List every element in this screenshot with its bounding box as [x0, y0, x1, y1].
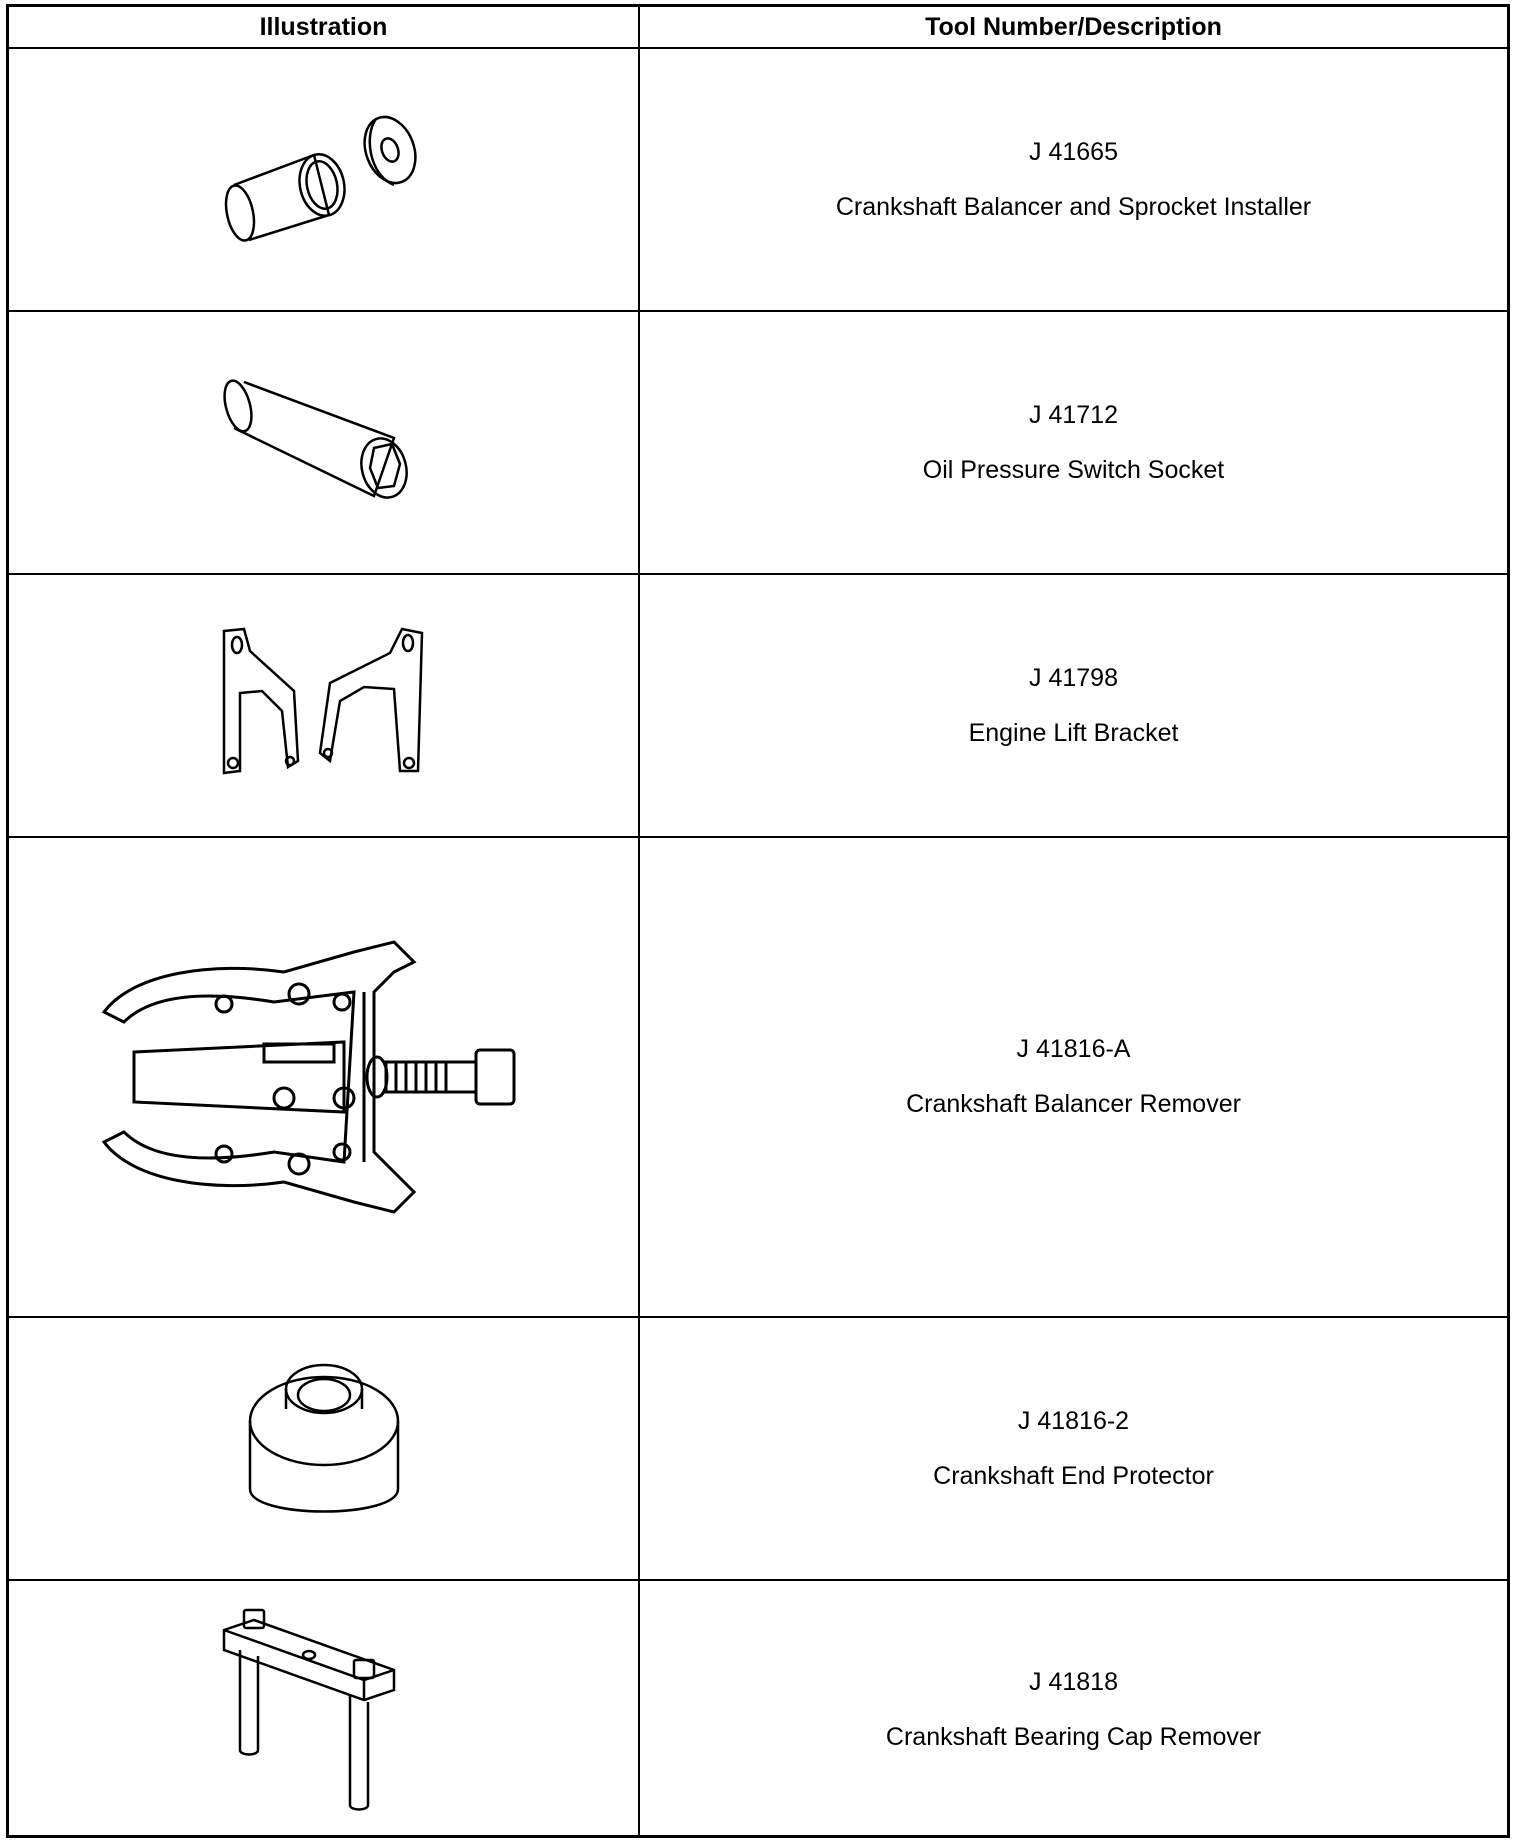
- lift-bracket-icon: [9, 575, 638, 836]
- tool-cell: [640, 575, 1507, 836]
- tool-cell: [640, 1581, 1507, 1838]
- tool-number: J 41818: [1029, 1667, 1118, 1696]
- tool-description: Crankshaft Balancer and Sprocket Installer: [835, 192, 1312, 221]
- tool-cell: [640, 312, 1507, 573]
- end-protector-icon: [9, 1318, 638, 1579]
- tool-cell: [640, 49, 1507, 310]
- tool-number: J 41816-A: [1016, 1035, 1131, 1063]
- socket-icon: [9, 312, 638, 573]
- tool-number: J 41665: [1029, 137, 1118, 166]
- tool-description: Crankshaft Balancer Remover: [906, 1090, 1241, 1118]
- tool-number: J 41712: [1029, 400, 1118, 429]
- bearing-cap-remover-icon: [9, 1581, 638, 1838]
- illustration-header: Illustration: [259, 12, 388, 41]
- tool-description: Engine Lift Bracket: [968, 718, 1179, 747]
- tool-header: Tool Number/Description: [925, 12, 1222, 41]
- tool-number: J 41816-2: [1017, 1406, 1130, 1435]
- puller-icon: [9, 838, 638, 1316]
- tool-description: Crankshaft End Protector: [933, 1461, 1214, 1490]
- tool-cell: [640, 838, 1507, 1316]
- tool-description: Crankshaft Bearing Cap Remover: [885, 1722, 1262, 1751]
- tool-number: J 41798: [1029, 663, 1118, 692]
- balancer-installer-icon: [9, 49, 638, 310]
- tool-description: Oil Pressure Switch Socket: [922, 455, 1225, 484]
- tool-cell: [640, 1318, 1507, 1579]
